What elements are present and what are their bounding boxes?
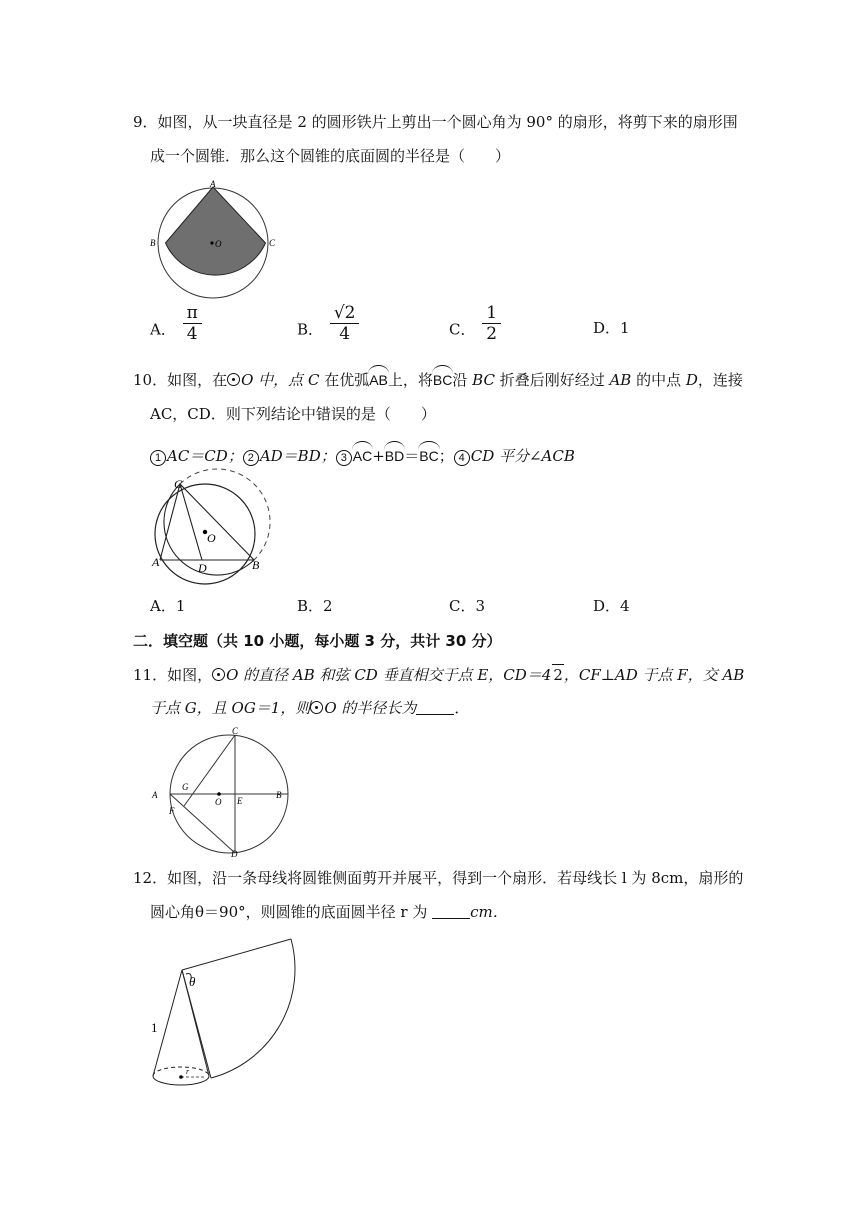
q9-option-c-fraction [482, 304, 501, 343]
circled-4: 4 [454, 450, 470, 466]
q10-text-line1 [133, 368, 743, 390]
q10-option-d [593, 596, 630, 616]
q9-option-a [150, 303, 202, 344]
q9-option-d-label: D． [593, 319, 621, 337]
q9-label-A: A [210, 179, 216, 189]
q11-figure [148, 724, 298, 859]
q9-label-C: C [269, 238, 276, 248]
q10-l1-j: 的中点 [631, 371, 686, 389]
plus-sign: + [372, 447, 385, 465]
q10-option-b [297, 596, 333, 616]
q10-option-a [150, 596, 185, 616]
q11-l2-a: 于点 G，且 OG＝1，则 [150, 699, 311, 717]
q9-option-c [449, 303, 501, 344]
q12-text-line1: 12．如图，沿一条母线将圆锥侧面剪开并展平，得到一个扇形．若母线长 l 为 8cm，扇形的 [133, 869, 744, 887]
q10-option-d-label: D． [593, 597, 621, 615]
q9-option-d [593, 318, 630, 338]
circle-o-symbol-q11b [310, 701, 323, 714]
q9-option-a-fraction [183, 304, 202, 343]
q12-label-theta: θ [189, 974, 196, 989]
arc-ac: AC [353, 444, 372, 466]
circle-o-symbol-q11a [212, 668, 225, 681]
q9-option-d-value: 1 [620, 319, 630, 337]
section-heading-fill-in: 二．填空题（共 10 小题，每小题 3 分，共计 30 分） [133, 632, 502, 650]
q9-text-line2: 成一个圆锥．那么这个圆锥的底面圆的半径是（ ） [150, 147, 511, 165]
answer-blank-q12[interactable] [432, 904, 470, 919]
q10-label-O: O [207, 531, 216, 545]
arc-bc: BC [433, 368, 452, 390]
q11-l2-end: ． [454, 699, 470, 717]
q11-label-G: G [182, 782, 189, 792]
q9-option-b-fraction [330, 304, 360, 343]
answer-blank-q11[interactable] [416, 700, 454, 715]
circled-1: 1 [150, 450, 166, 466]
q10-label-D: D [198, 561, 207, 575]
q11-text-line2 [150, 698, 469, 718]
arc-bc-2: BC [419, 444, 438, 466]
q11-label-E: E [237, 796, 243, 806]
q11-label-D: D [231, 849, 238, 859]
q11-l1-b: O 的直径 AB 和弦 CD 垂直相交于点 E，CD＝4 [226, 666, 552, 684]
circled-2: 2 [243, 450, 259, 466]
q9-option-a-label: A． [150, 320, 176, 339]
q9-option-a-num: π [183, 304, 202, 324]
q10-figure [150, 474, 270, 584]
sqrt-2: 2 [553, 666, 563, 684]
q10-l1-i: AB [609, 371, 632, 389]
q11-label-O: O [215, 797, 222, 807]
q10-l1-a: 10．如图，在 [133, 371, 228, 389]
circled-3: 3 [336, 450, 352, 466]
q10-l1-b: O 中，点 [241, 371, 308, 389]
q10-l1-c: C [307, 371, 320, 389]
q12-text-line2 [150, 902, 508, 922]
q10-l1-k: D [685, 371, 698, 389]
q12-label-r: r [186, 1067, 190, 1076]
q9-option-a-den: 4 [186, 324, 198, 344]
q9-option-b-den: 4 [339, 324, 351, 344]
q9-figure [148, 178, 278, 308]
q10-l1-e: 上，将 [387, 371, 433, 389]
q9-label-O: O [215, 239, 222, 249]
q10-option-c-label: C． [449, 597, 476, 615]
q10-conclusion-2: AD＝BD； [259, 447, 336, 465]
q10-l1-f: 沿 [452, 371, 473, 389]
q9-option-c-label: C． [449, 320, 476, 339]
q10-conclusion-1: AC＝CD； [167, 447, 243, 465]
equals-sign: ＝ [404, 447, 420, 465]
q10-l1-d: 在优弧 [319, 371, 370, 389]
q11-text-line1 [133, 664, 744, 685]
q11-l2-b: O 的半径长为 [324, 699, 417, 717]
q10-conclusion-4: CD 平分∠ACB [470, 447, 575, 465]
q12-figure [145, 934, 305, 1104]
q11-l1-c: ，CF⊥AD 于点 F，交 AB [563, 666, 745, 684]
q10-l1-g: BC [472, 371, 495, 389]
q9-option-c-den: 2 [486, 324, 498, 344]
q10-text-line2: AC，CD．则下列结论中错误的是（ ） [150, 405, 436, 423]
q9-option-c-num: 1 [482, 304, 501, 324]
q11-l1-a: 11．如图， [133, 666, 213, 684]
arc-ab: AB [369, 368, 388, 390]
q10-label-C: C [174, 477, 183, 491]
q10-option-c [449, 596, 485, 616]
q10-option-c-value: 3 [475, 597, 486, 615]
q9-option-b-label: B． [297, 320, 324, 339]
circle-o-symbol [227, 373, 240, 386]
q11-label-C: C [232, 726, 239, 736]
q12-l2-end: cm． [470, 903, 508, 921]
q11-label-F: F [169, 806, 175, 816]
q10-c3-end: ； [438, 447, 454, 465]
q10-option-a-value: 1 [175, 597, 186, 615]
q10-option-a-label: A． [150, 597, 176, 615]
q9-label-B: B [150, 238, 156, 248]
arc-bd: BD [385, 444, 404, 466]
q10-l1-h: 折叠后刚好经过 [494, 371, 610, 389]
q11-label-A: A [152, 790, 158, 800]
q12-label-l: 1 [151, 1020, 158, 1035]
q9-option-b-num: √2 [330, 304, 360, 324]
q12-l2-a: 圆心角θ＝90°，则圆锥的底面圆半径 r 为 [150, 903, 433, 921]
q10-option-b-value: 2 [323, 597, 333, 615]
q10-label-A: A [152, 555, 160, 569]
q10-l1-l: ，连接 [697, 371, 743, 389]
q9-text-line1: 9．如图，从一块直径是 2 的圆形铁片上剪出一个圆心角为 90° 的扇形，将剪下来的扇形围 [133, 113, 738, 131]
q11-label-B: B [276, 790, 282, 800]
q9-option-b [297, 303, 359, 344]
q10-conclusions [150, 444, 575, 466]
q10-label-B: B [252, 558, 260, 572]
q10-option-b-label: B． [297, 597, 324, 615]
q10-option-d-value: 4 [620, 597, 630, 615]
